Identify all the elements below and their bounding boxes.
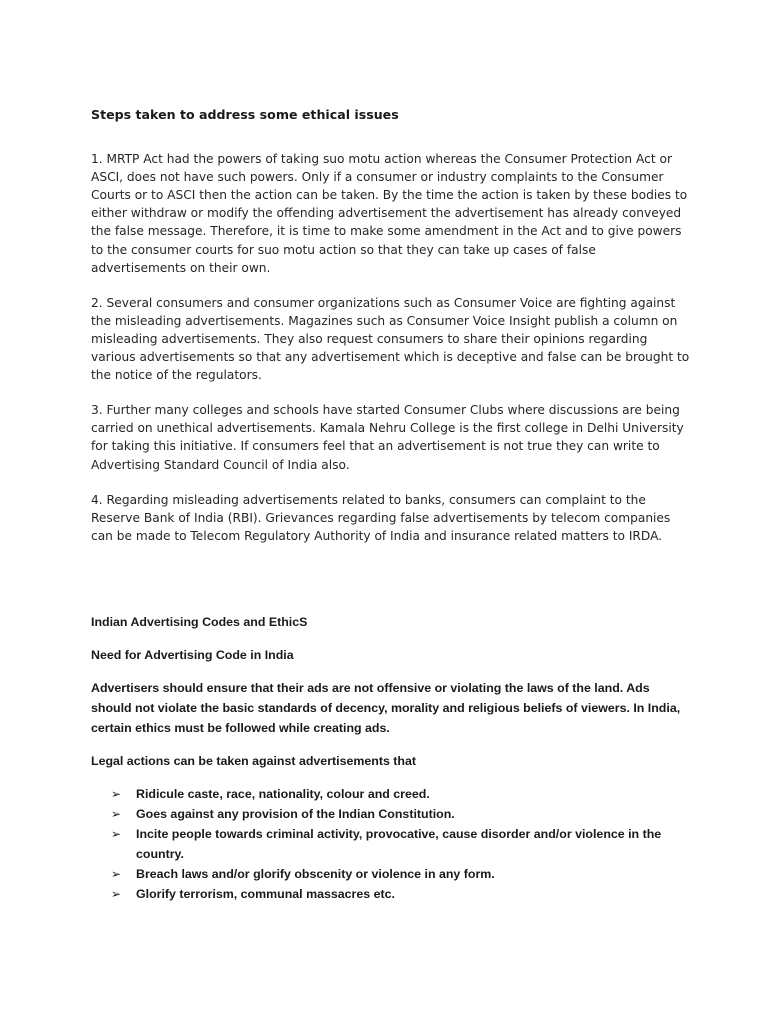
list-item-text: Goes against any provision of the Indian Constitution. <box>136 807 455 821</box>
legal-intro: Legal actions can be taken against advertisements that <box>91 754 417 768</box>
list-item-text: Ridicule caste, race, nationality, colour and creed. <box>136 787 430 801</box>
arrow-bullet-icon: ➢ <box>111 867 122 881</box>
list-item <box>111 864 691 884</box>
arrow-bullet-icon: ➢ <box>111 887 122 901</box>
paragraph-3: 3. Further many colleges and schools have started Consumer Clubs where discussions are being carried on unethical advertisements. Kamala Nehru College is the first college in Delhi University for taking this initiative. If consumers feel that an advertisement is not true they can write to Advertising Standard Council of India also. <box>91 403 684 472</box>
intro-paragraph: Advertisers should ensure that their ads are not offensive or violating the laws of the land. Ads should not violate the basic standards of decency, morality and religious beliefs of viewers. In India, certain ethics must be followed while creating ads. <box>91 681 681 735</box>
arrow-bullet-icon: ➢ <box>111 827 122 841</box>
section-subtitle: Need for Advertising Code in India <box>91 648 294 662</box>
list-item <box>111 824 691 864</box>
list-item <box>111 784 691 804</box>
list-item <box>111 884 691 904</box>
section-title: Indian Advertising Codes and EthicS <box>91 615 308 629</box>
bullet-list <box>91 784 691 904</box>
paragraph-4: 4. Regarding misleading advertisements related to banks, consumers can complaint to the Reserve Bank of India (RBI). Grievances regarding false advertisements by telecom companies can be made to Telecom Regulatory Authority of India and insurance related matters to IRDA. <box>91 492 671 543</box>
section-heading: Steps taken to address some ethical issues <box>91 107 399 122</box>
paragraph-2: 2. Several consumers and consumer organizations such as Consumer Voice are fighting against the misleading advertisements. Magazines such as Consumer Voice Insight publish a column on misleading advertisements. They also request consumers to share their opinions regarding various advertisements so that any advertisement which is deceptive and false can be brought to the notice of the regulators. <box>91 295 690 383</box>
arrow-bullet-icon: ➢ <box>111 787 122 801</box>
list-item-text: Glorify terrorism, communal massacres etc. <box>136 887 395 901</box>
advertising-codes-section <box>91 612 691 904</box>
list-item <box>111 804 691 824</box>
list-item-text: Incite people towards criminal activity, provocative, cause disorder and/or violence in the country. <box>136 827 662 861</box>
paragraph-1: 1. MRTP Act had the powers of taking suo motu action whereas the Consumer Protection Act or ASCI, does not have such powers. Only if a consumer or industry complaints to the Consumer Courts or to ASCI then the action can be taken. By the time the action is taken by these bodies to either withdraw or modify the offending advertisement the advertisement has already conveyed the false message. Therefore, it is time to make some amendment in the Act and to give powers to the consumer courts for suo motu action so that they can take up cases of false advertisements on their own. <box>91 152 688 275</box>
list-item-text: Breach laws and/or glorify obscenity or violence in any form. <box>136 867 495 881</box>
ethical-issues-section <box>91 106 691 562</box>
arrow-bullet-icon: ➢ <box>111 807 122 821</box>
